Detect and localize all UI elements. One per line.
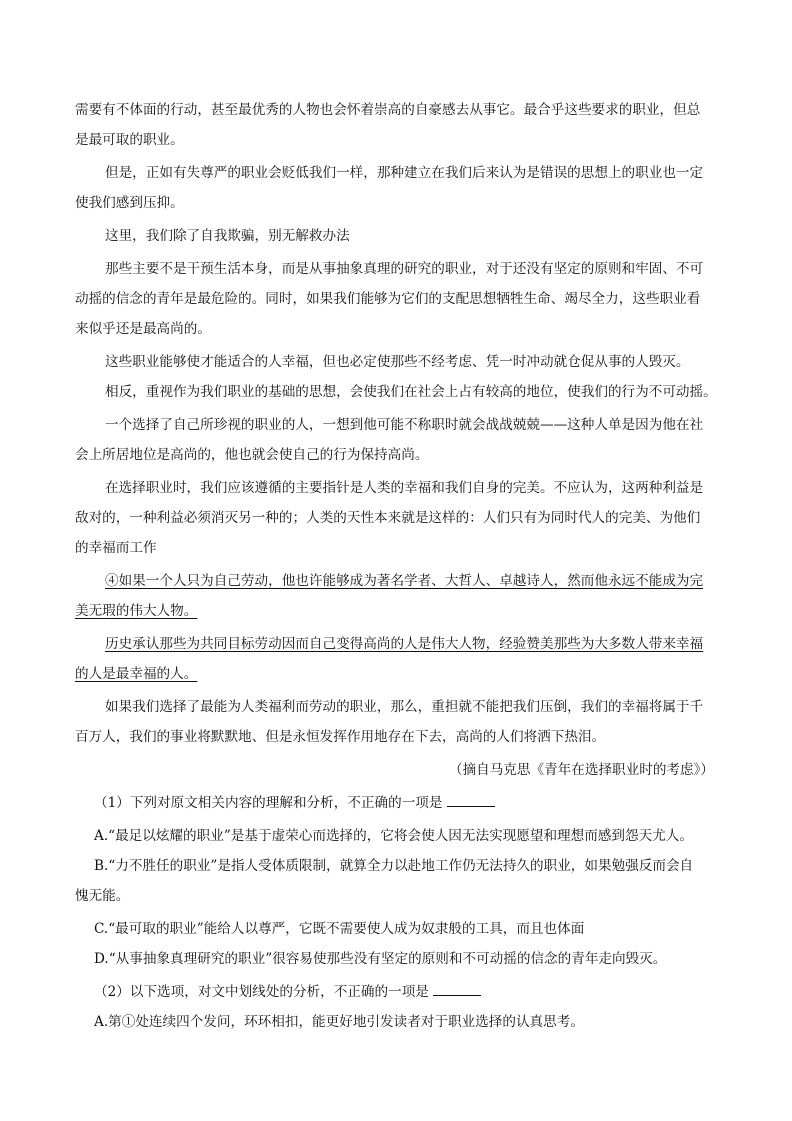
text-line: 敌对的，一种利益必须消灭另一种的；人类的天性本来就是这样的：人们只有为同时代人的完美、为他们 bbox=[75, 510, 701, 526]
answer-blank bbox=[433, 983, 481, 996]
option-b-continued: 愧无能。 bbox=[75, 888, 130, 904]
text-line: 使我们感到压抑。 bbox=[75, 195, 184, 211]
text-line: 如果我们选择了最能为人类福利而劳动的职业，那么，重担就不能把我们压倒，我们的幸福将属于千 bbox=[105, 699, 704, 715]
underlined-line: 历史承认那些为共同目标劳动因而自己变得高尚的人是伟大人物，经验赞美那些为大多数人带来幸福 bbox=[105, 636, 704, 652]
option-c: C.“最可取的职业”能给人以尊严，它既不需要使人成为奴隶般的工具，而且也体面 bbox=[94, 921, 585, 937]
text-line: 百万人，我们的事业将默默地、但是永恒发挥作用地存在下去，高尚的人们将洒下热泪。 bbox=[75, 729, 606, 745]
question-1-text: （1）下列对原文相关内容的理解和分析，不正确的一项是 bbox=[94, 795, 443, 811]
text-line: 动摇的信念的青年是最危险的。同时，如果我们能够为它们的支配思想牺牲生命、竭尽全力，这些职业看 bbox=[75, 291, 701, 307]
option-d: D.“从事抽象真理研究的职业”很容易使那些没有坚定的原则和不可动摇的信念的青年走向毁灭。 bbox=[94, 951, 667, 967]
text-line: 是最可取的职业。 bbox=[75, 132, 184, 148]
text-line: 需要有不体面的行动，甚至最优秀的人物也会怀着崇高的自豪感去从事它。最合乎这些要求的职业，但总 bbox=[75, 102, 701, 118]
question-1-stem bbox=[94, 794, 495, 812]
text-line: 但是，正如有失尊严的职业会贬低我们一样，那种建立在我们后来认为是错误的思想上的职业也一定 bbox=[105, 165, 704, 181]
text-line: 的幸福而工作 bbox=[75, 540, 157, 556]
text-line: 这里，我们除了自我欺骗，别无解救办法 bbox=[105, 228, 350, 244]
text-line: 那些主要不是干预生活本身，而是从事抽象真理的研究的职业，对于还没有坚定的原则和牢固、不可 bbox=[105, 261, 704, 277]
option-b: B.“力不胜任的职业”是指人受体质限制，就算全力以赴地工作仍无法持久的职业，如果勉强反而会自 bbox=[94, 858, 694, 874]
text-line: 这些职业能够使才能适合的人幸福，但也必定使那些不经考虑、凭一时冲动就仓促从事的人毁灭。 bbox=[105, 354, 690, 370]
text-line: 来似乎还是最高尚的。 bbox=[75, 321, 211, 337]
text-line: 在选择职业时，我们应该遵循的主要指针是人类的幸福和我们自身的完美。不应认为，这两种利益是 bbox=[105, 480, 704, 496]
option-a: A.“最足以炫耀的职业”是基于虚荣心而选择的，它将会使人因无法实现愿望和理想而感到怨天尤人。 bbox=[94, 828, 693, 844]
question-2-text: （2）以下选项，对文中划线处的分析，不正确的一项是 bbox=[94, 984, 429, 1000]
answer-blank bbox=[447, 794, 495, 807]
question-2-stem bbox=[94, 983, 481, 1001]
text-line: 会上所居地位是高尚的，他也就会使自己的行为保持高尚。 bbox=[75, 447, 429, 463]
text-line: 相反，重视作为我们职业的基础的思想，会使我们在社会上占有较高的地位，使我们的行为不可动摇。 bbox=[105, 384, 717, 400]
underlined-line: 美无瑕的伟大人物。 bbox=[75, 603, 198, 619]
underlined-line: ④如果一个人只为自己劳动，他也许能够成为著名学者、大哲人、卓越诗人，然而他永远不能成为完 bbox=[105, 573, 704, 589]
underlined-line: 的人是最幸福的人。 bbox=[75, 666, 198, 682]
source-citation: （摘自马克思《青年在选择职业时的考虑》） bbox=[448, 762, 714, 778]
q2-option-a: A.第①处连续四个发问，环环相扣，能更好地引发读者对于职业选择的认真思考。 bbox=[94, 1014, 584, 1030]
text-line: 一个选择了自己所珍视的职业的人，一想到他可能不称职时就会战战兢兢——这种人单是因为他在社 bbox=[105, 417, 704, 433]
